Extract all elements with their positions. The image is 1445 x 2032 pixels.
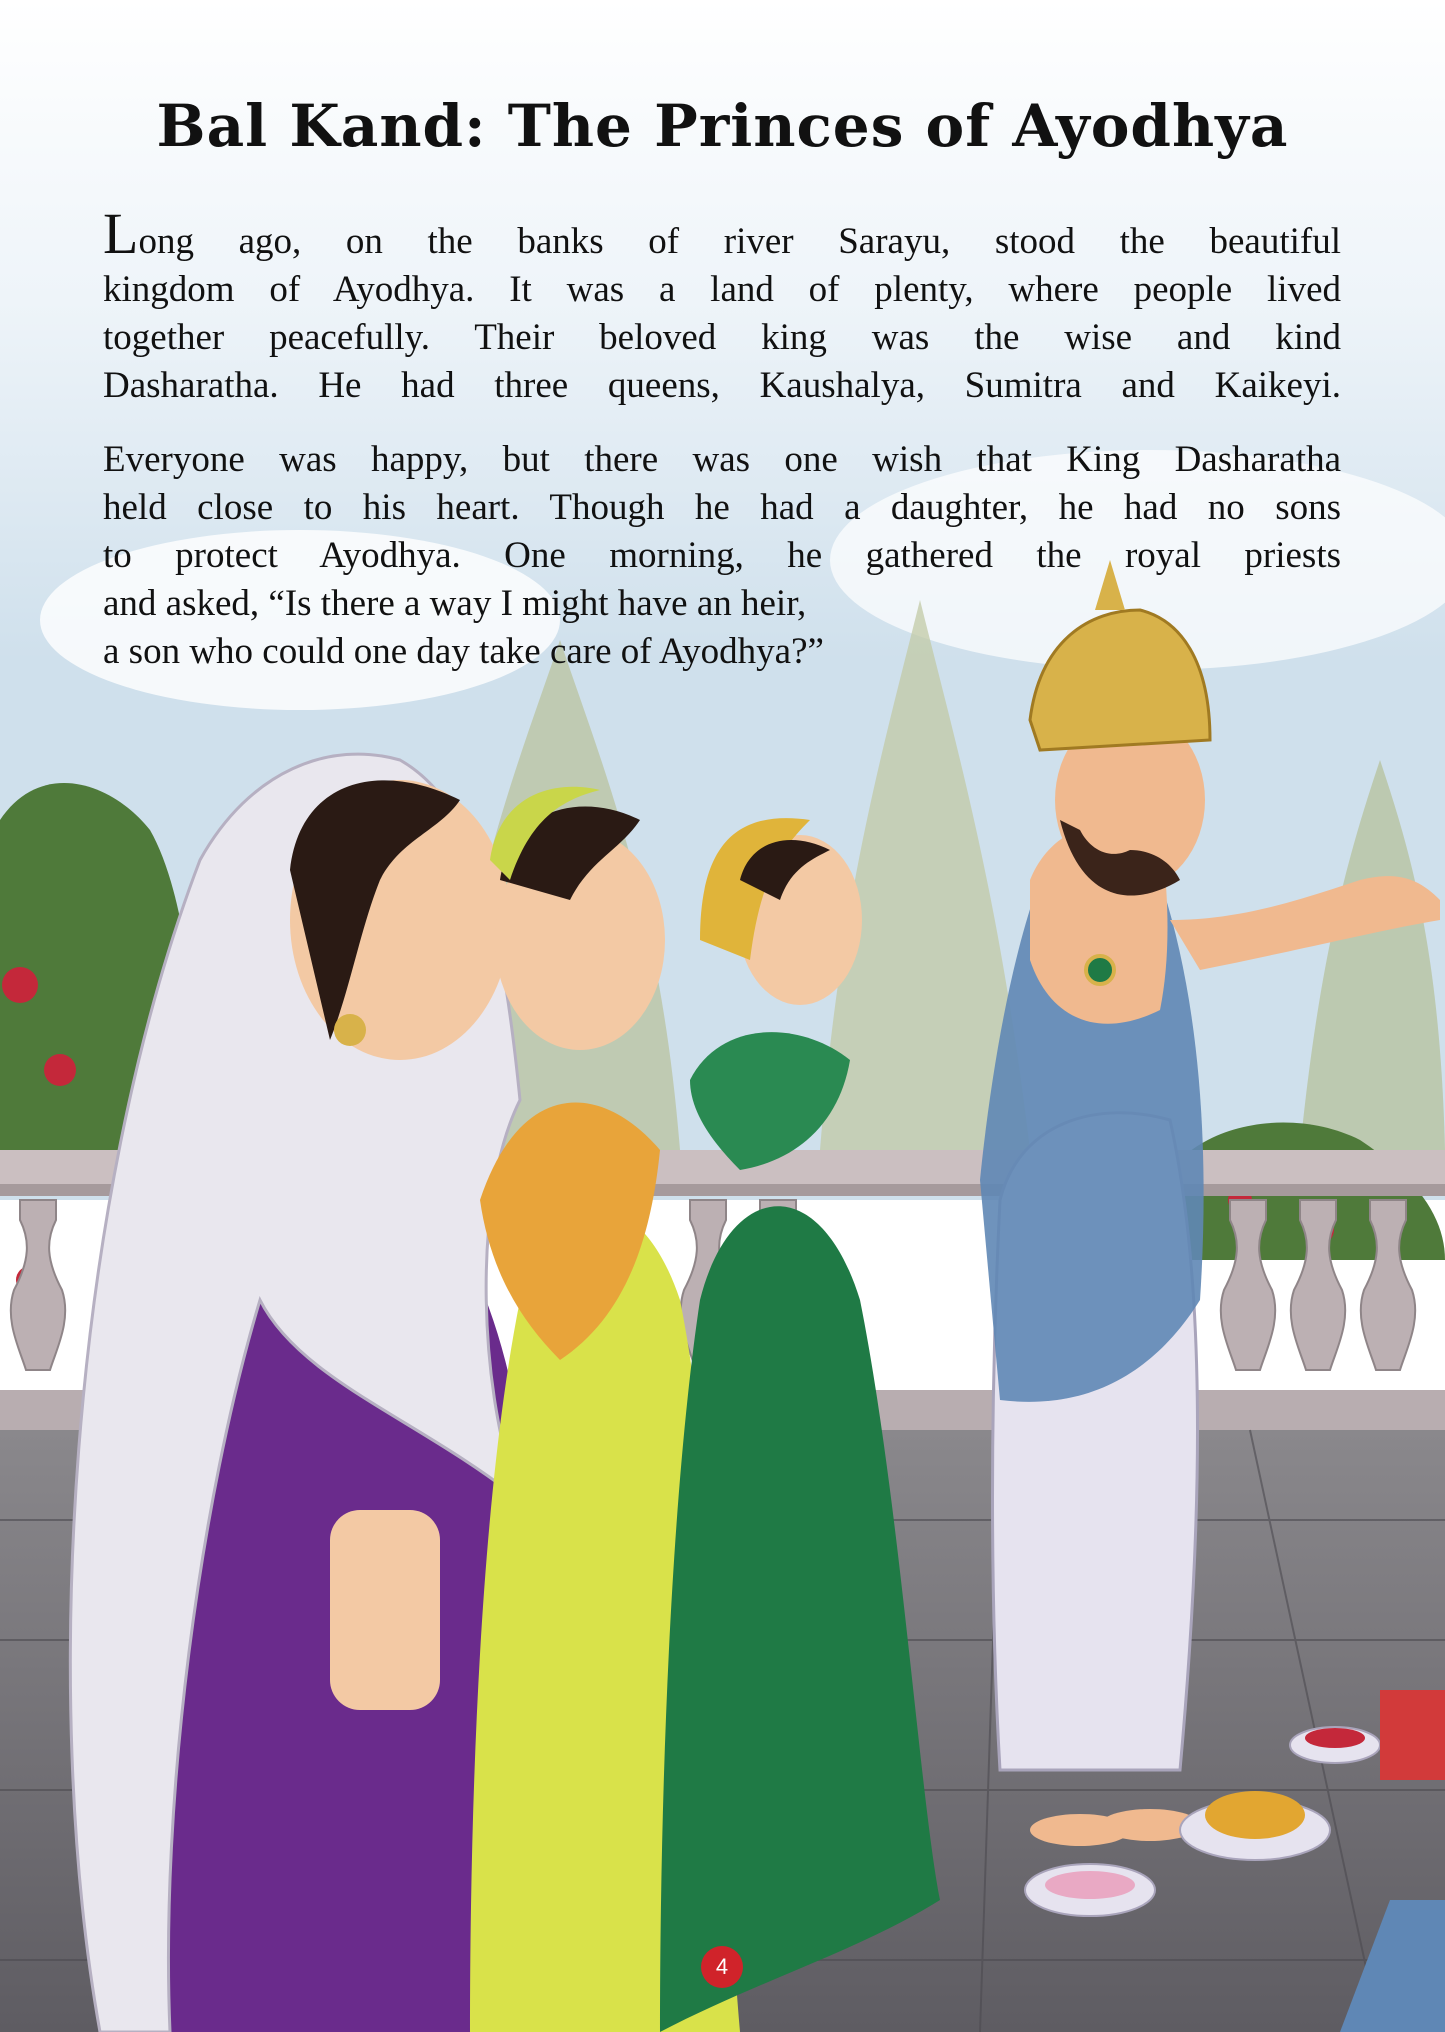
paragraph-2-line-1: Everyone was happy, but there was one wish that King Dasharatha — [103, 439, 1341, 480]
page-title: Bal Kand: The Princes of Ayodhya — [156, 92, 1289, 160]
story-paragraph-1 — [103, 201, 1341, 410]
paragraph-2-line-3: to protect Ayodhya. One morning, he gathered the royal priests — [103, 535, 1341, 576]
paragraph-2-line-5: a son who could one day take care of Ayodhya?” — [103, 631, 824, 672]
paragraph-1-line-4: Dasharatha. He had three queens, Kaushalya, Sumitra and Kaikeyi. — [103, 365, 1341, 406]
story-paragraph-2 — [103, 436, 1341, 676]
paragraph-1-line-3: together peacefully. Their beloved king was the wise and kind — [103, 317, 1341, 358]
paragraph-1-line-1 — [103, 201, 1341, 266]
paragraph-2-line-2: held close to his heart. Though he had a daughter, he had no sons — [103, 487, 1341, 528]
paragraph-1-line-1-text: ong ago, on the banks of river Sarayu, stood the beautiful — [138, 221, 1341, 262]
drop-cap: L — [103, 201, 139, 266]
paragraph-1-line-2: kingdom of Ayodhya. It was a land of plenty, where people lived — [103, 269, 1341, 310]
paragraph-2-line-4: and asked, “Is there a way I might have an heir, — [103, 583, 807, 624]
page-number-badge: 4 — [701, 1946, 743, 1988]
